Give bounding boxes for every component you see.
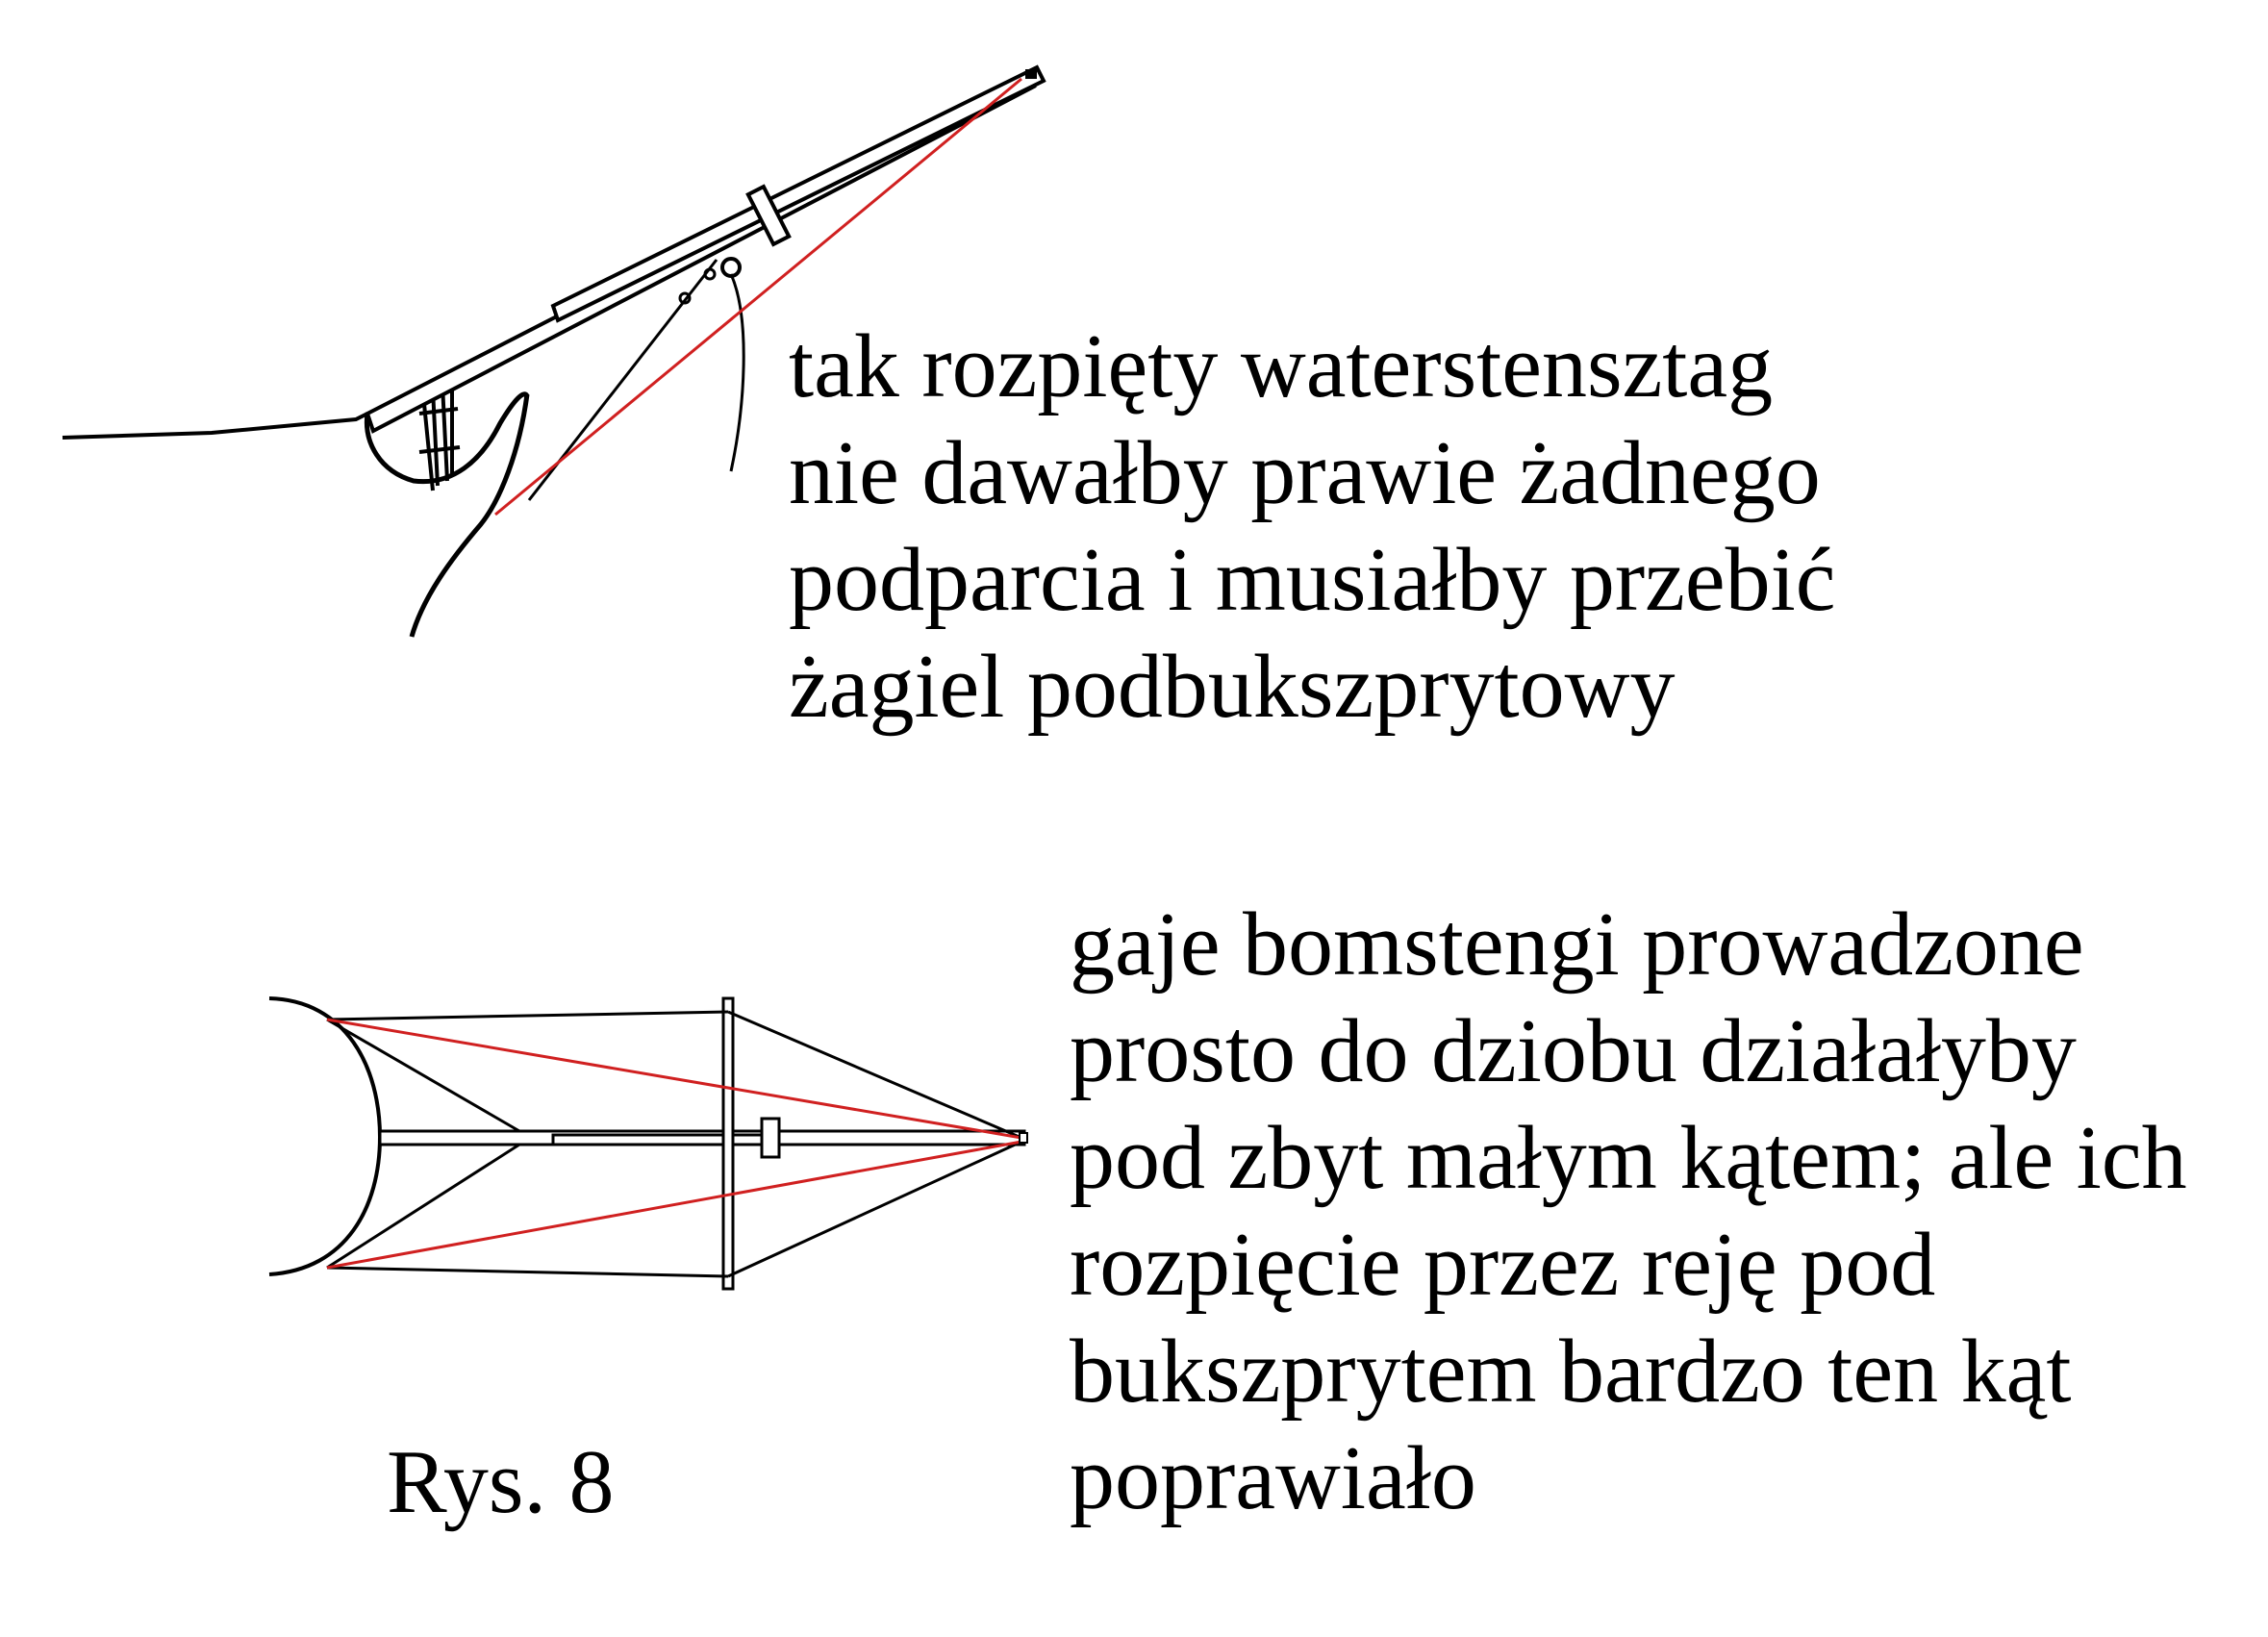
caption-line: bukszprytem bardzo ten kąt (1070, 1322, 2072, 1422)
spritsail-yard (723, 998, 733, 1289)
caption-line: żagiel podbukszprytowy (789, 637, 1676, 737)
top-diagram-caption (789, 314, 1835, 741)
caption-line: pod zbyt małym kątem; ale ich (1070, 1108, 2187, 1208)
bowsprit-tip (1020, 1133, 1027, 1143)
caption-line: tak rozpięty waterstensztag (789, 316, 1774, 416)
jib-boom-top-view (553, 1135, 769, 1145)
bottom-diagram-caption (1070, 892, 2187, 1532)
figure-label: Rys. 8 (387, 1432, 615, 1532)
cap-top-view (762, 1119, 779, 1157)
caption-line: gaje bomstengi prowadzone (1070, 894, 2084, 995)
caption-line: podparcia i musiałby przebić (789, 530, 1836, 630)
caption-line: poprawiało (1070, 1428, 1476, 1528)
caption-line: nie dawałby prawie żadnego (789, 423, 1821, 523)
caption-line: rozpięcie przez reję pod (1070, 1215, 1936, 1315)
caption-line: prosto do dziobu działałyby (1070, 1001, 2077, 1101)
